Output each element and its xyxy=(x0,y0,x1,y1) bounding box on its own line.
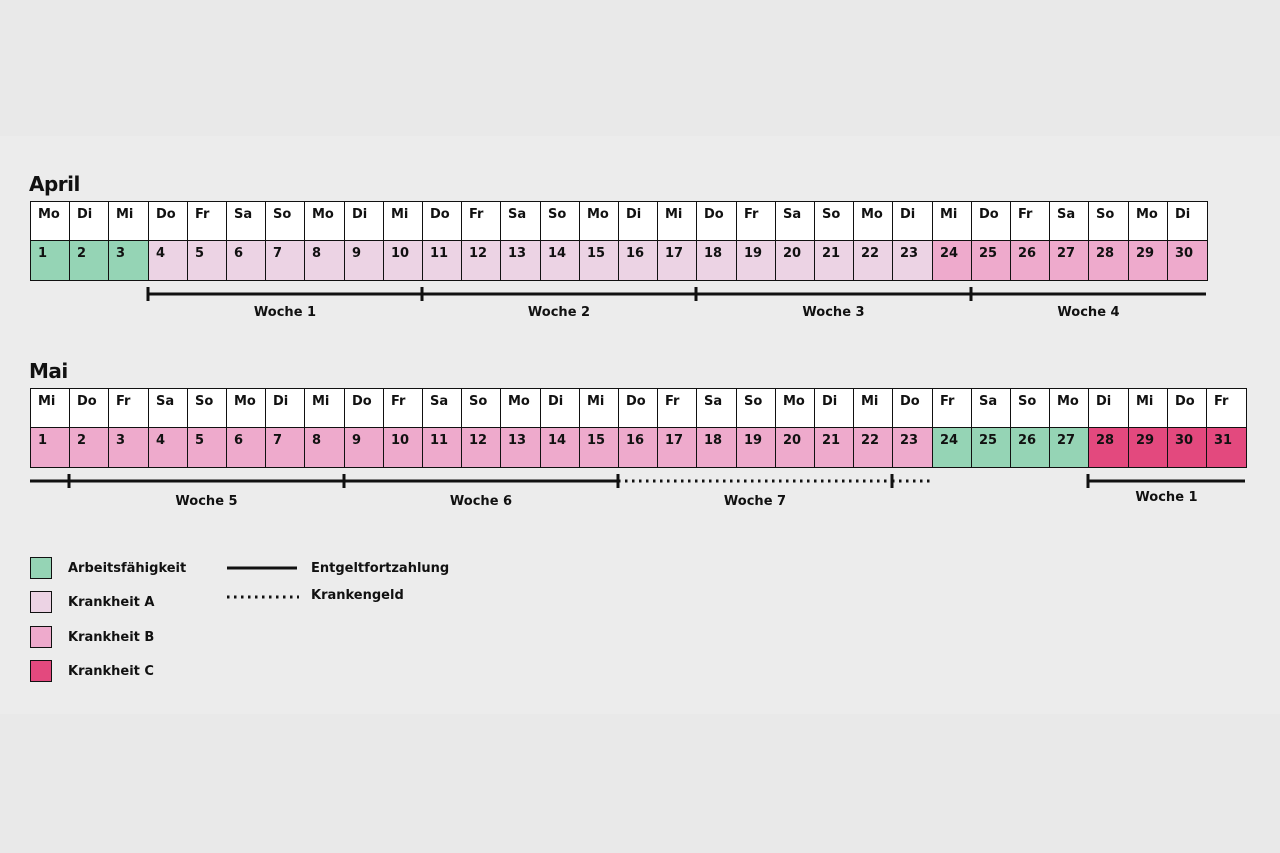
april-title: April xyxy=(29,172,80,196)
day-cell: 30 xyxy=(1167,240,1208,281)
day-cell: 17 xyxy=(657,240,698,281)
weekday-header: Do xyxy=(892,388,934,429)
weekday-header: So xyxy=(1088,201,1130,242)
day-cell: 27 xyxy=(1049,240,1090,281)
weekday-header: Sa xyxy=(148,388,189,429)
day-cell: 25 xyxy=(971,427,1012,468)
weekday-header: Mo xyxy=(775,388,816,429)
weekday-header: Do xyxy=(1167,388,1208,429)
day-cell: 1 xyxy=(30,427,71,468)
day-cell: 26 xyxy=(1010,427,1051,468)
weekday-header: Sa xyxy=(775,201,816,242)
day-cell: 13 xyxy=(500,240,542,281)
day-cell: 5 xyxy=(187,240,228,281)
weekday-header: Mo xyxy=(1049,388,1090,429)
weekday-header: So xyxy=(461,388,502,429)
day-cell: 29 xyxy=(1128,427,1169,468)
weekday-header: Sa xyxy=(1049,201,1090,242)
day-cell: 6 xyxy=(226,427,267,468)
weekday-header: So xyxy=(187,388,228,429)
weekday-header: Mi xyxy=(108,201,150,242)
day-cell: 12 xyxy=(461,427,502,468)
day-cell: 31 xyxy=(1206,427,1247,468)
weekday-header: Do xyxy=(344,388,385,429)
weekday-header: Di xyxy=(892,201,934,242)
day-cell: 2 xyxy=(69,427,110,468)
day-cell: 7 xyxy=(265,427,306,468)
day-cell: 11 xyxy=(422,427,463,468)
day-cell: 27 xyxy=(1049,427,1090,468)
day-cell: 16 xyxy=(618,240,659,281)
weekday-header: So xyxy=(265,201,306,242)
day-cell: 4 xyxy=(148,240,189,281)
legend-label-krankheit-c: Krankheit C xyxy=(68,664,154,679)
weekday-header: Mi xyxy=(579,388,620,429)
day-cell: 26 xyxy=(1010,240,1051,281)
day-cell: 24 xyxy=(932,427,973,468)
day-cell: 18 xyxy=(696,240,738,281)
weekday-header: Mi xyxy=(30,388,71,429)
legend-label-entgeltfortzahlung: Entgeltfortzahlung xyxy=(311,561,450,576)
day-cell: 14 xyxy=(540,240,581,281)
weekday-header: Mi xyxy=(1128,388,1169,429)
weekday-header: Fr xyxy=(383,388,424,429)
day-cell: 20 xyxy=(775,240,816,281)
day-cell: 9 xyxy=(344,427,385,468)
weekday-header: Do xyxy=(618,388,659,429)
weekday-header: Mi xyxy=(657,201,698,242)
weekday-header: Mi xyxy=(304,388,346,429)
weekday-header: Fr xyxy=(108,388,150,429)
day-cell: 10 xyxy=(383,240,424,281)
mai-title: Mai xyxy=(29,359,68,383)
day-cell: 21 xyxy=(814,427,855,468)
weekday-header: Di xyxy=(540,388,581,429)
weekday-header: Mo xyxy=(30,201,71,242)
legend-swatch-arbeitsfaehigkeit xyxy=(30,557,52,579)
weekday-header: Mi xyxy=(853,388,894,429)
weekday-header: Di xyxy=(265,388,306,429)
weekday-header: Mi xyxy=(383,201,424,242)
day-cell: 15 xyxy=(579,427,620,468)
weekday-header: Fr xyxy=(1206,388,1247,429)
day-cell: 12 xyxy=(461,240,502,281)
legend-label-arbeitsfaehigkeit: Arbeitsfähigkeit xyxy=(68,561,187,576)
day-cell: 3 xyxy=(108,240,150,281)
day-cell: 7 xyxy=(265,240,306,281)
weekday-header: Do xyxy=(69,388,110,429)
day-cell: 23 xyxy=(892,427,934,468)
day-cell: 13 xyxy=(500,427,542,468)
weekday-header: Sa xyxy=(226,201,267,242)
legend-line-dotted xyxy=(225,592,305,602)
day-cell: 15 xyxy=(579,240,620,281)
weekday-header: Di xyxy=(814,388,855,429)
weekday-header: So xyxy=(540,201,581,242)
day-cell: 29 xyxy=(1128,240,1169,281)
day-cell: 30 xyxy=(1167,427,1208,468)
day-cell: 8 xyxy=(304,427,346,468)
weekday-header: Di xyxy=(1088,388,1130,429)
day-cell: 6 xyxy=(226,240,267,281)
day-cell: 21 xyxy=(814,240,855,281)
weekday-header: Fr xyxy=(1010,201,1051,242)
weekday-header: Fr xyxy=(932,388,973,429)
weekday-header: Fr xyxy=(736,201,777,242)
weekday-header: Fr xyxy=(461,201,502,242)
day-cell: 22 xyxy=(853,240,894,281)
day-cell: 1 xyxy=(30,240,71,281)
week-label: Woche 2 xyxy=(527,305,591,320)
week-label: Woche 1 xyxy=(1135,490,1198,505)
weekday-header: Sa xyxy=(696,388,738,429)
day-cell: 28 xyxy=(1088,240,1130,281)
day-cell: 25 xyxy=(971,240,1012,281)
weekday-header: Di xyxy=(618,201,659,242)
weekday-header: So xyxy=(736,388,777,429)
day-cell: 14 xyxy=(540,427,581,468)
day-cell: 18 xyxy=(696,427,738,468)
weekday-header: Do xyxy=(971,201,1012,242)
weekday-header: Mo xyxy=(304,201,346,242)
weekday-header: Do xyxy=(696,201,738,242)
day-cell: 17 xyxy=(657,427,698,468)
day-cell: 8 xyxy=(304,240,346,281)
weekday-header: Di xyxy=(69,201,110,242)
legend-label-krankengeld: Krankengeld xyxy=(311,588,404,603)
day-cell: 24 xyxy=(932,240,973,281)
legend-label-krankheit-a: Krankheit A xyxy=(68,595,155,610)
day-cell: 22 xyxy=(853,427,894,468)
week-label: Woche 1 xyxy=(253,305,317,320)
weekday-header: Fr xyxy=(657,388,698,429)
weekday-header: So xyxy=(1010,388,1051,429)
day-cell: 9 xyxy=(344,240,385,281)
weekday-header: Sa xyxy=(500,201,542,242)
day-cell: 4 xyxy=(148,427,189,468)
weekday-header: Sa xyxy=(971,388,1012,429)
day-cell: 20 xyxy=(775,427,816,468)
week-label: Woche 4 xyxy=(1057,305,1120,320)
week-label: Woche 5 xyxy=(175,494,238,509)
weekday-header: Di xyxy=(1167,201,1208,242)
legend-line-solid xyxy=(225,563,305,573)
weekday-header: Mo xyxy=(579,201,620,242)
weekday-header: Mo xyxy=(853,201,894,242)
weekday-header: So xyxy=(814,201,855,242)
legend-label-krankheit-b: Krankheit B xyxy=(68,630,155,645)
weekday-header: Sa xyxy=(422,388,463,429)
weekday-header: Mo xyxy=(1128,201,1169,242)
day-cell: 10 xyxy=(383,427,424,468)
day-cell: 16 xyxy=(618,427,659,468)
week-label: Woche 7 xyxy=(723,494,787,509)
week-label: Woche 3 xyxy=(802,305,865,320)
week-label: Woche 6 xyxy=(449,494,513,509)
legend-swatch-krankheit-a xyxy=(30,591,52,613)
day-cell: 5 xyxy=(187,427,228,468)
weekday-header: Di xyxy=(344,201,385,242)
day-cell: 3 xyxy=(108,427,150,468)
weekday-header: Do xyxy=(148,201,189,242)
weekday-header: Fr xyxy=(187,201,228,242)
weekday-header: Mo xyxy=(226,388,267,429)
weekday-header: Mo xyxy=(500,388,542,429)
day-cell: 23 xyxy=(892,240,934,281)
weekday-header: Do xyxy=(422,201,463,242)
day-cell: 2 xyxy=(69,240,110,281)
weekday-header: Mi xyxy=(932,201,973,242)
legend-swatch-krankheit-b xyxy=(30,626,52,648)
day-cell: 11 xyxy=(422,240,463,281)
day-cell: 19 xyxy=(736,427,777,468)
legend-swatch-krankheit-c xyxy=(30,660,52,682)
day-cell: 19 xyxy=(736,240,777,281)
day-cell: 28 xyxy=(1088,427,1130,468)
